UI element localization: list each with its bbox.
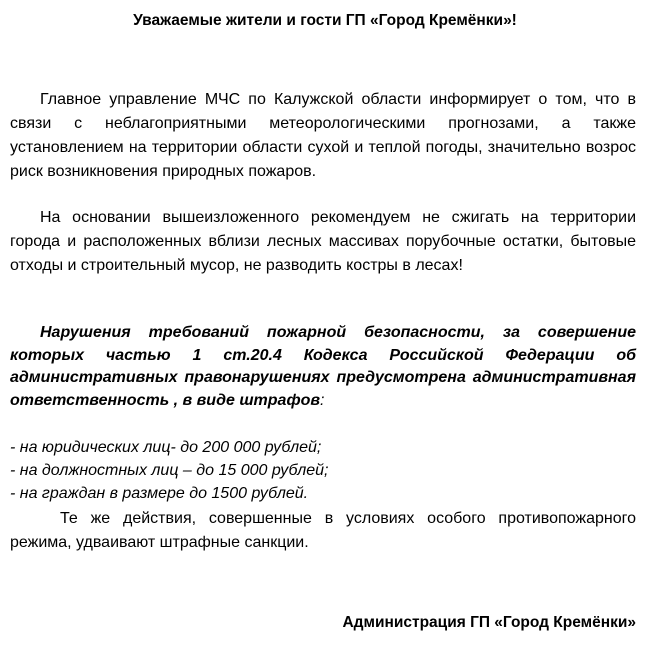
recommendation-paragraph: На основании вышеизложенного рекомендуем не сжигать на территории города и расположенных вблизи лесных массивах порубочные остатки, бытовые отходы и строительный мусор, не разводить костры в лесах! [10,209,636,274]
violation-suffix: : [320,391,325,409]
signature: Администрация ГП «Город Кремёнки» [342,614,636,631]
fines-list [10,436,636,505]
violation-paragraph [10,322,636,412]
fine-item-legal-entities: - на юридических лиц- до 200 000 рублей; [10,439,322,456]
fine-item-citizens: - на граждан в размере до 1500 рублей. [10,485,309,502]
closing-paragraph: Те же действия, совершенные в условиях особого противопожарного режима, удваивают штрафные санкции. [10,510,636,551]
violation-text: Нарушения требований пожарной безопасности, за совершение которых частью 1 ст.20.4 Кодекса Российской Федерации об административных правонарушениях предусмотрена административная ответственность , в виде штрафов [10,324,636,409]
fine-item-officials: - на должностных лиц – до 15 000 рублей; [10,462,329,479]
info-paragraph: Главное управление МЧС по Калужской области информирует о том, что в связи с неблагоприятными метеорологическими прогнозами, а также установлением на территории области сухой и теплой погоды, значительно возрос риск возникновения природных пожаров. [10,91,636,180]
notice-title: Уважаемые жители и гости ГП «Город Кремёнки»! [133,12,517,29]
